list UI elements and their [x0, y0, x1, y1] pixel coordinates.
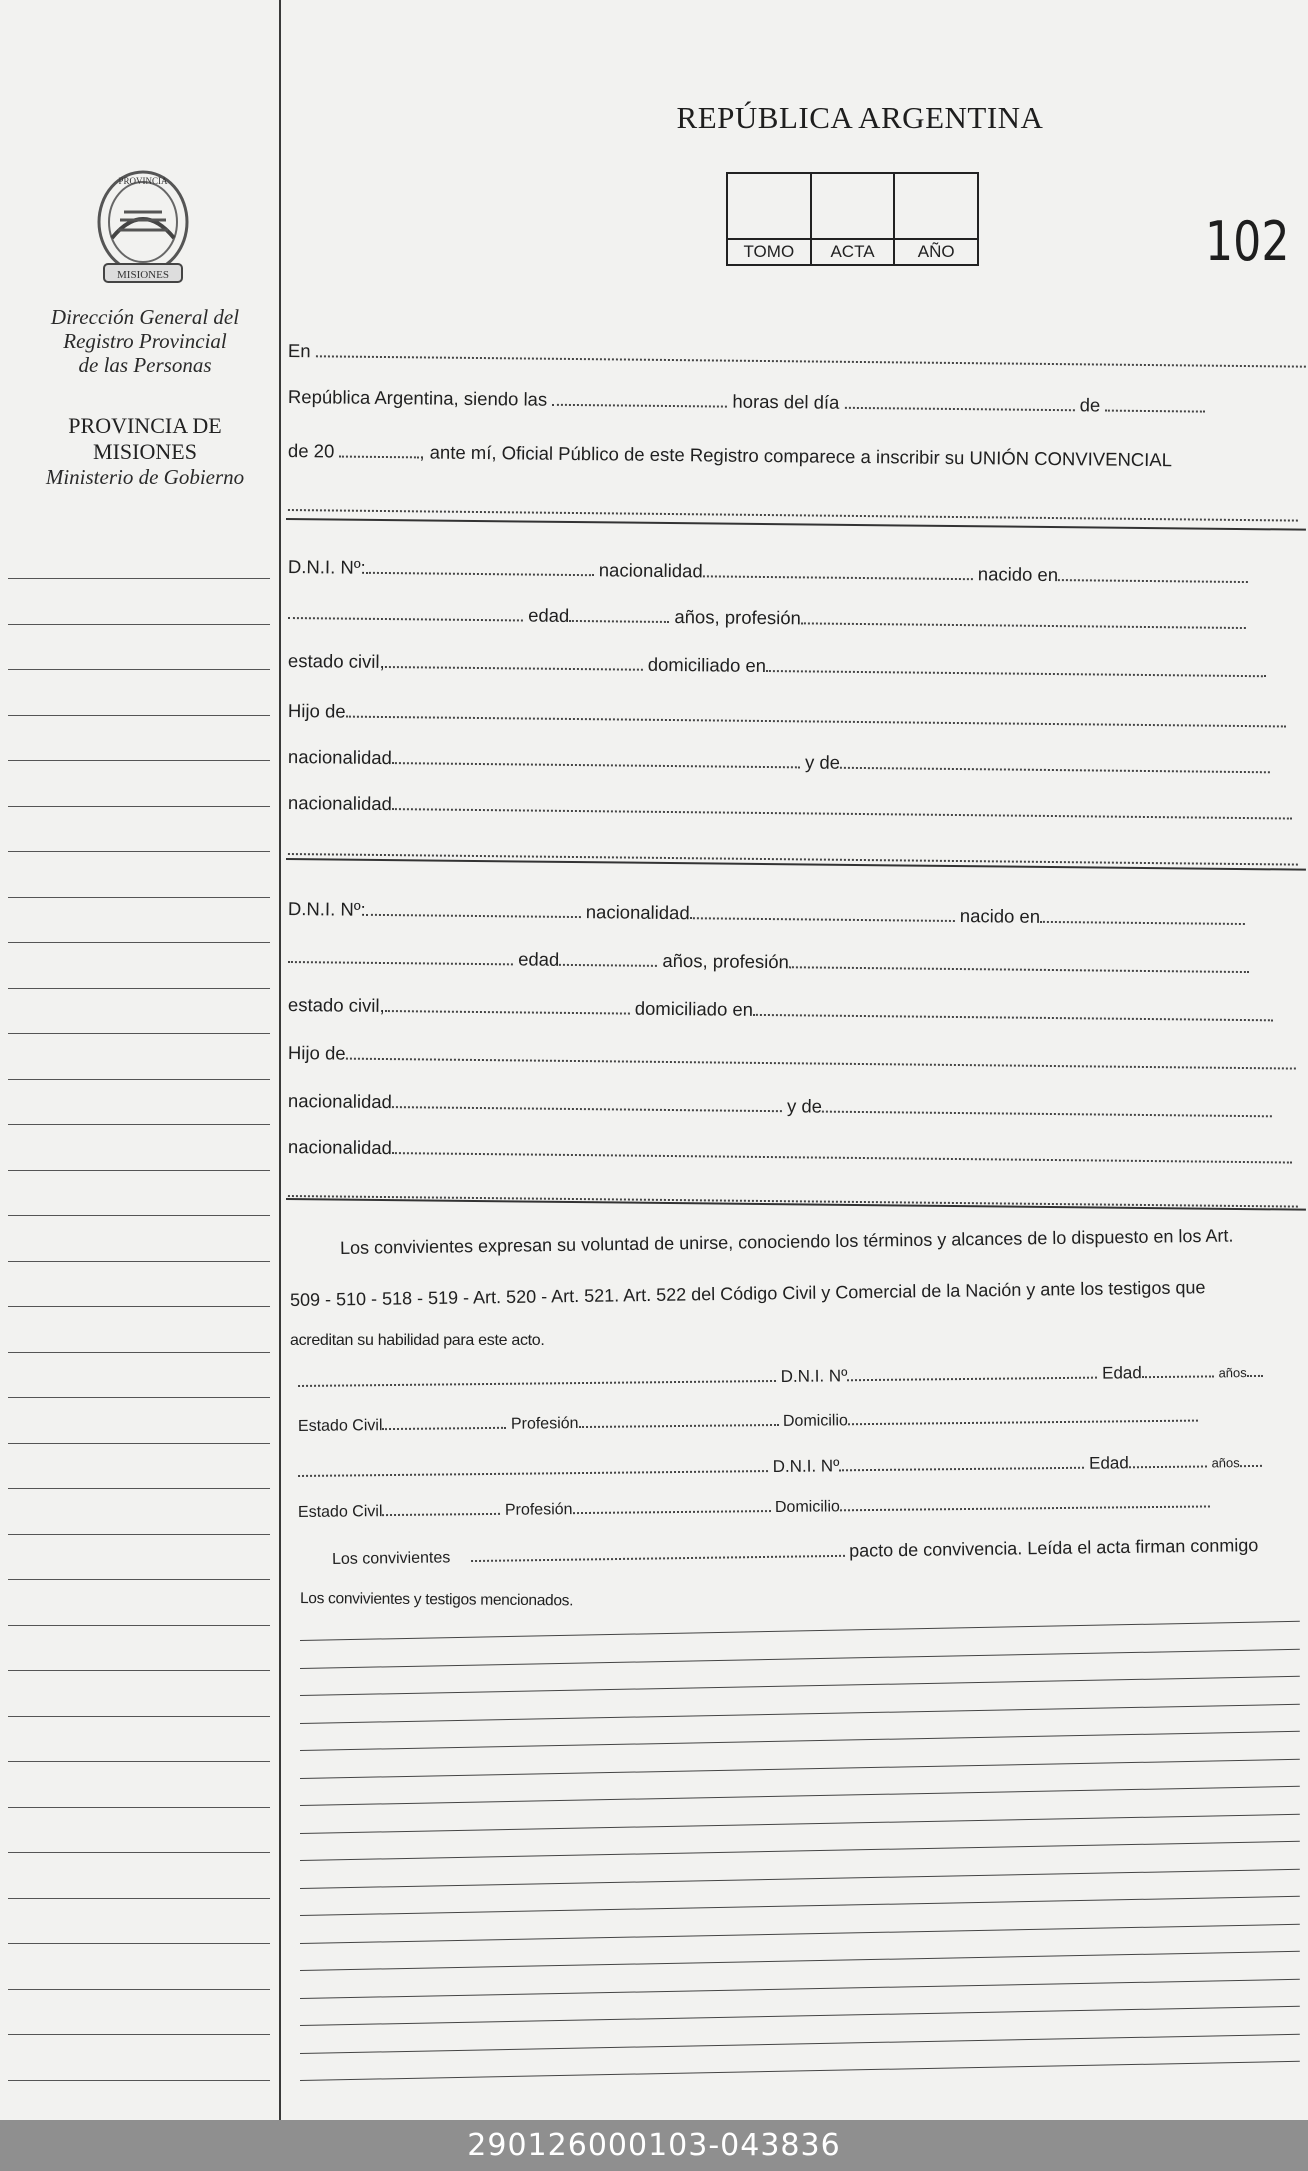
stub-divider [279, 0, 281, 2120]
blank-field [316, 354, 1306, 367]
p1-anos: años, profesión [674, 606, 802, 629]
intro-blank-row [288, 494, 1298, 527]
acta-cell [812, 174, 896, 264]
stub-line [8, 1943, 270, 1944]
p1-edad-row [288, 602, 1246, 634]
stub-line [8, 942, 270, 943]
w2-anos: años [1211, 1455, 1240, 1471]
signature-line [300, 1841, 1300, 1861]
tomo-label: TOMO [728, 238, 810, 264]
w1-domicilio: Domicilio [782, 1412, 848, 1430]
stub-line [8, 1488, 270, 1489]
stub-line [8, 851, 270, 852]
stub-line [8, 988, 270, 989]
agency-line-3: de las Personas [78, 353, 212, 377]
p1-nacionalidad: nacionalidad [598, 559, 703, 582]
intro-republica: República Argentina, siendo las [287, 386, 548, 410]
signature-line [300, 1786, 1300, 1806]
stub-line [8, 1716, 270, 1717]
p1-nacido: nacido en [977, 563, 1059, 586]
p2-yde: y de [786, 1095, 823, 1117]
stub-line [8, 1124, 270, 1125]
signature-line [300, 1758, 1300, 1778]
signature-line [300, 1951, 1300, 1971]
p2-nac1-row [288, 1090, 1272, 1122]
signature-line [300, 1868, 1300, 1888]
tomo-acta-ano-box [726, 172, 979, 266]
stub-line [8, 715, 270, 716]
w1-edad: Edad [1101, 1363, 1142, 1383]
p1-yde: y de [804, 751, 841, 773]
w1-profesion: Profesión [510, 1415, 579, 1433]
stub-line [8, 1215, 270, 1216]
ano-cell [895, 174, 977, 264]
p2-hijo-row [288, 1042, 1296, 1075]
w2-dni: D.N.I. Nº [772, 1456, 840, 1477]
p2-nacionalidad: nacionalidad [585, 901, 690, 924]
intro-ante-row [288, 440, 1172, 471]
declaration-line-1: Los convivientes expresan su voluntad de unirse, conociendo los términos y alcances de lo dispuesto en los Art. [339, 1225, 1234, 1258]
p2-nac2: nacionalidad [287, 1136, 393, 1159]
stub-line [8, 1261, 270, 1262]
stub-line [8, 1079, 270, 1080]
closing-row [332, 1535, 1259, 1569]
p2-nacido: nacido en [959, 905, 1041, 927]
closing-convivientes: Los convivientes [331, 1549, 451, 1568]
p1-nac2-row [288, 792, 1292, 825]
stub-line [8, 1397, 270, 1398]
stub-line [8, 1033, 270, 1034]
w1-estado-row [298, 1409, 1198, 1436]
p2-edad: edad [518, 948, 560, 970]
declaration-line-3: acreditan su habilidad para este acto. [290, 1332, 545, 1349]
stub-line [8, 1170, 270, 1171]
ministry-line: Ministerio de Gobierno [45, 465, 245, 489]
intro-de: de [1079, 394, 1101, 416]
stub-line [8, 1579, 270, 1580]
declaration-line-2: 509 - 510 - 518 - 519 - Art. 520 - Art. 521. Art. 522 del Código Civil y Comercial de la Nación y ante los testigos que [289, 1277, 1206, 1310]
province-line-1: PROVINCIA DE [68, 413, 222, 438]
signature-line [300, 1923, 1300, 1943]
stub-line [8, 624, 270, 625]
signature-line [300, 1731, 1300, 1751]
p2-domiciliado: domiciliado en [634, 997, 754, 1020]
p1-domiciliado: domiciliado en [647, 653, 767, 677]
stub-line [8, 760, 270, 761]
stub-line [8, 1625, 270, 1626]
stub-line [8, 1306, 270, 1307]
stub-line [8, 806, 270, 807]
p2-dni-label: D.N.I. Nº: [287, 898, 366, 920]
stub-line [8, 669, 270, 670]
stub-line [8, 2034, 270, 2035]
p1-hijo: Hijo de [287, 700, 346, 722]
signature-line [300, 1703, 1300, 1723]
p2-hijo: Hijo de [287, 1042, 346, 1064]
signature-line [300, 1621, 1300, 1641]
stub-line [8, 578, 270, 579]
stub-line [8, 1443, 270, 1444]
stub-line [8, 1534, 270, 1535]
p1-nac1-row [288, 746, 1270, 778]
ano-label: AÑO [895, 238, 977, 264]
p1-estado: estado civil, [287, 650, 385, 673]
province-line-2: MISIONES [93, 439, 197, 464]
signature-line [300, 2006, 1300, 2026]
stub-line [8, 1761, 270, 1762]
w2-estado-row [298, 1494, 1210, 1522]
w1-dni-row [298, 1362, 1263, 1392]
w2-dni-row [298, 1452, 1262, 1482]
stub-line [8, 897, 270, 898]
w2-estado: Estado Civil [297, 1503, 383, 1521]
intro-de20: de 20 [287, 440, 335, 462]
p1-estado-row [288, 650, 1266, 682]
signature-line [300, 1813, 1300, 1833]
signature-line [300, 2033, 1300, 2053]
closing-pacto: pacto de convivencia. Leída el acta firman conmigo [849, 1535, 1259, 1561]
p1-nac2: nacionalidad [287, 792, 393, 815]
folio-number: 102 [1205, 210, 1290, 273]
p2-dni-row [288, 898, 1245, 930]
w1-anos: años [1218, 1365, 1247, 1381]
agency-line-2: Registro Provincial [63, 329, 227, 353]
intro-ante: , ante mí, Oficial Público de este Registro comparece a inscribir su UNIÓN CONVIVENCIAL [419, 441, 1173, 471]
seal-misiones: MISIONES [117, 269, 169, 281]
p2-nac2-row [288, 1136, 1292, 1169]
document-title: REPÚBLICA ARGENTINA [676, 100, 1044, 135]
intro-horas: horas del día [732, 390, 840, 413]
signature-line [300, 1648, 1300, 1668]
p1-blank-row [288, 838, 1298, 871]
stub-column [0, 0, 279, 2120]
acta-label: ACTA [812, 238, 894, 264]
p2-anos: años, profesión [662, 949, 790, 973]
stub-line [8, 1898, 270, 1899]
w1-dni: D.N.I. Nº [780, 1366, 848, 1386]
stub-line [8, 2080, 270, 2081]
signature-line [300, 1676, 1300, 1696]
intro-republica-row [288, 386, 1206, 418]
p2-nac1: nacionalidad [287, 1090, 393, 1113]
p1-nac1: nacionalidad [287, 746, 393, 769]
p2-estado: estado civil, [287, 994, 385, 1017]
document-barcode-number: 290126000103-043836 [467, 2128, 841, 2163]
p1-edad: edad [528, 604, 570, 626]
stub-line [8, 1670, 270, 1671]
stub-line [8, 1807, 270, 1808]
w1-estado: Estado Civil [297, 1417, 383, 1435]
p1-dni-row [288, 556, 1248, 588]
tomo-cell [728, 174, 812, 264]
p1-hijo-row [288, 700, 1286, 732]
signature-line [300, 2061, 1300, 2081]
p2-estado-row [288, 994, 1273, 1026]
w2-edad: Edad [1088, 1453, 1129, 1473]
p1-dni-label: D.N.I. Nº: [287, 556, 366, 578]
w2-profesion: Profesión [504, 1501, 573, 1519]
stub-line [8, 1852, 270, 1853]
intro-en: En [287, 340, 311, 362]
p2-edad-row [288, 946, 1249, 978]
signature-line [300, 1896, 1300, 1916]
w2-domicilio: Domicilio [774, 1498, 840, 1517]
seal-provincia: PROVINCIA [118, 176, 168, 186]
intro-en-row [288, 340, 1306, 373]
closing-mencionados: Los convivientes y testigos mencionados. [299, 1590, 574, 1610]
stub-line [8, 1352, 270, 1353]
stub-line [8, 1989, 270, 1990]
provincial-seal-icon [90, 160, 196, 290]
agency-line-1: Dirección General del [50, 305, 240, 329]
signature-line [300, 1978, 1300, 1998]
